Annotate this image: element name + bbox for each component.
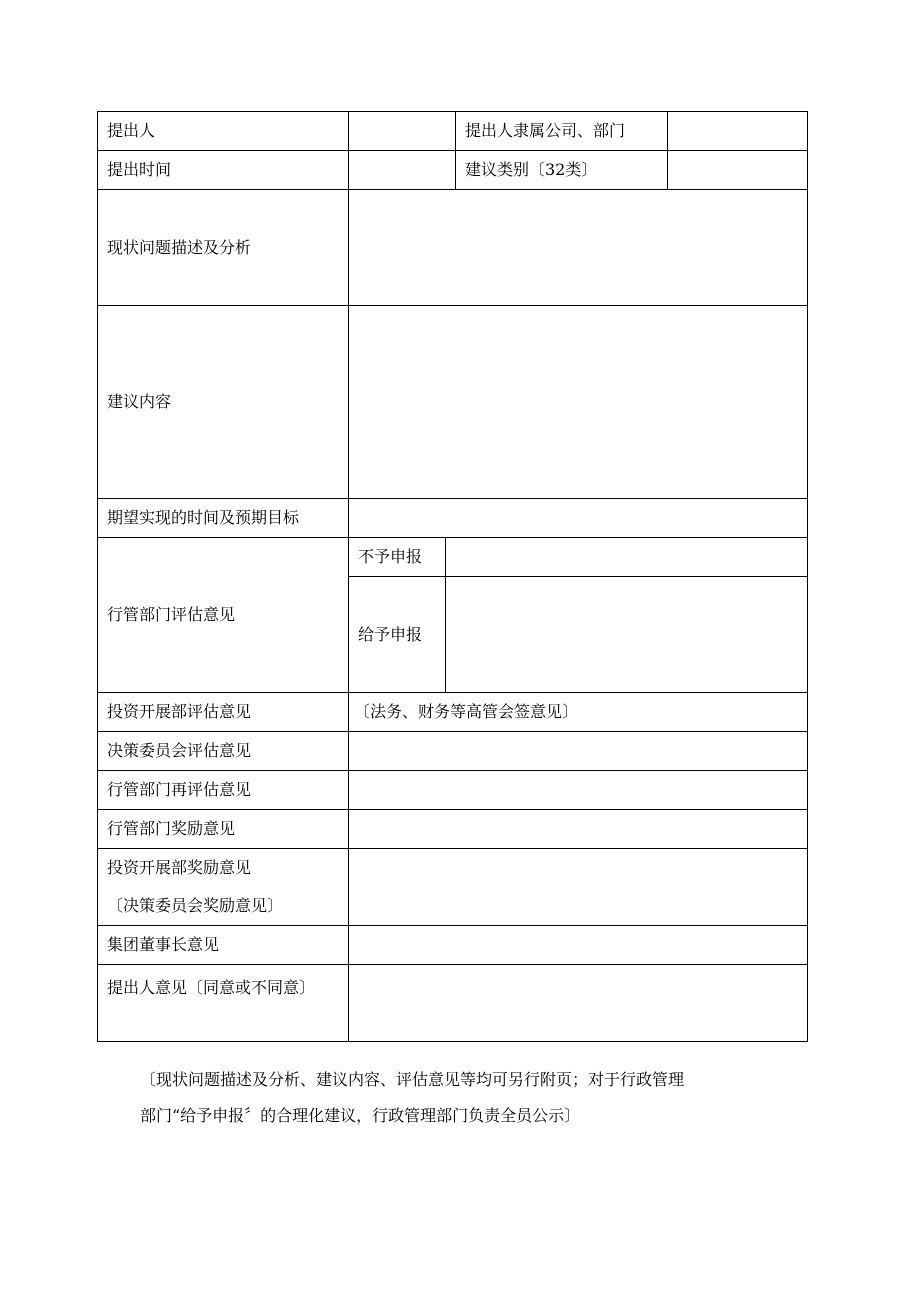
not-report-label: 不予申报 bbox=[349, 538, 446, 577]
problem-field[interactable] bbox=[349, 190, 808, 306]
admin-reeval-field[interactable] bbox=[349, 771, 808, 810]
row-invest-reward bbox=[98, 849, 808, 926]
report-field[interactable] bbox=[446, 577, 808, 693]
row-invest-eval bbox=[98, 693, 808, 732]
row-admin-reward bbox=[98, 810, 808, 849]
committee-eval-label: 决策委员会评估意见 bbox=[98, 732, 349, 771]
proposer-opinion-field[interactable] bbox=[349, 965, 808, 1042]
chairman-field[interactable] bbox=[349, 926, 808, 965]
row-admin-eval-not-report bbox=[98, 538, 808, 577]
problem-label: 现状问题描述及分析 bbox=[98, 190, 349, 306]
admin-reeval-label: 行管部门再评估意见 bbox=[98, 771, 349, 810]
content-field[interactable] bbox=[349, 306, 808, 499]
company-dept-field[interactable] bbox=[668, 112, 808, 151]
row-content bbox=[98, 306, 808, 499]
report-label: 给予申报 bbox=[349, 577, 446, 693]
row-chairman bbox=[98, 926, 808, 965]
row-problem bbox=[98, 190, 808, 306]
footnote-line1: 〔现状问题描述及分析、建议内容、评估意见等均可另行附页；对于行政管理 bbox=[140, 1070, 685, 1089]
row-committee-eval bbox=[98, 732, 808, 771]
time-label: 提出时间 bbox=[98, 151, 349, 190]
invest-reward-field[interactable] bbox=[349, 849, 808, 926]
committee-eval-field[interactable] bbox=[349, 732, 808, 771]
proposer-opinion-label: 提出人意见〔同意或不同意〕 bbox=[98, 965, 349, 1042]
invest-eval-field[interactable]: 〔法务、财务等高管会签意见〕 bbox=[349, 693, 808, 732]
admin-reward-field[interactable] bbox=[349, 810, 808, 849]
target-label: 期望实现的时间及预期目标 bbox=[98, 499, 349, 538]
target-field[interactable] bbox=[349, 499, 808, 538]
row-admin-reeval bbox=[98, 771, 808, 810]
row-target bbox=[98, 499, 808, 538]
company-dept-label: 提出人隶属公司、部门 bbox=[456, 112, 668, 151]
row-time bbox=[98, 151, 808, 190]
admin-reward-label: 行管部门奖励意见 bbox=[98, 810, 349, 849]
footnote-line2: 部门“给予申报〞的合理化建议，行政管理部门负责全员公示〕 bbox=[140, 1106, 581, 1125]
category-field[interactable] bbox=[668, 151, 808, 190]
chairman-label: 集团董事长意见 bbox=[98, 926, 349, 965]
proposer-field[interactable] bbox=[349, 112, 456, 151]
invest-reward-label-line2: 〔决策委员会奖励意见〕 bbox=[107, 896, 284, 915]
invest-reward-label-line1: 投资开展部奖励意见 bbox=[107, 858, 252, 877]
content-label: 建议内容 bbox=[98, 306, 349, 499]
proposer-label: 提出人 bbox=[98, 112, 349, 151]
row-proposer bbox=[98, 112, 808, 151]
category-label: 建议类别〔32类〕 bbox=[456, 151, 668, 190]
admin-eval-label: 行管部门评估意见 bbox=[98, 538, 349, 693]
not-report-field[interactable] bbox=[446, 538, 808, 577]
invest-reward-label bbox=[98, 849, 349, 926]
invest-eval-label: 投资开展部评估意见 bbox=[98, 693, 349, 732]
row-proposer-opinion bbox=[98, 965, 808, 1042]
proposal-form-table bbox=[97, 111, 808, 1042]
footnote bbox=[140, 1062, 820, 1134]
time-field[interactable] bbox=[349, 151, 456, 190]
